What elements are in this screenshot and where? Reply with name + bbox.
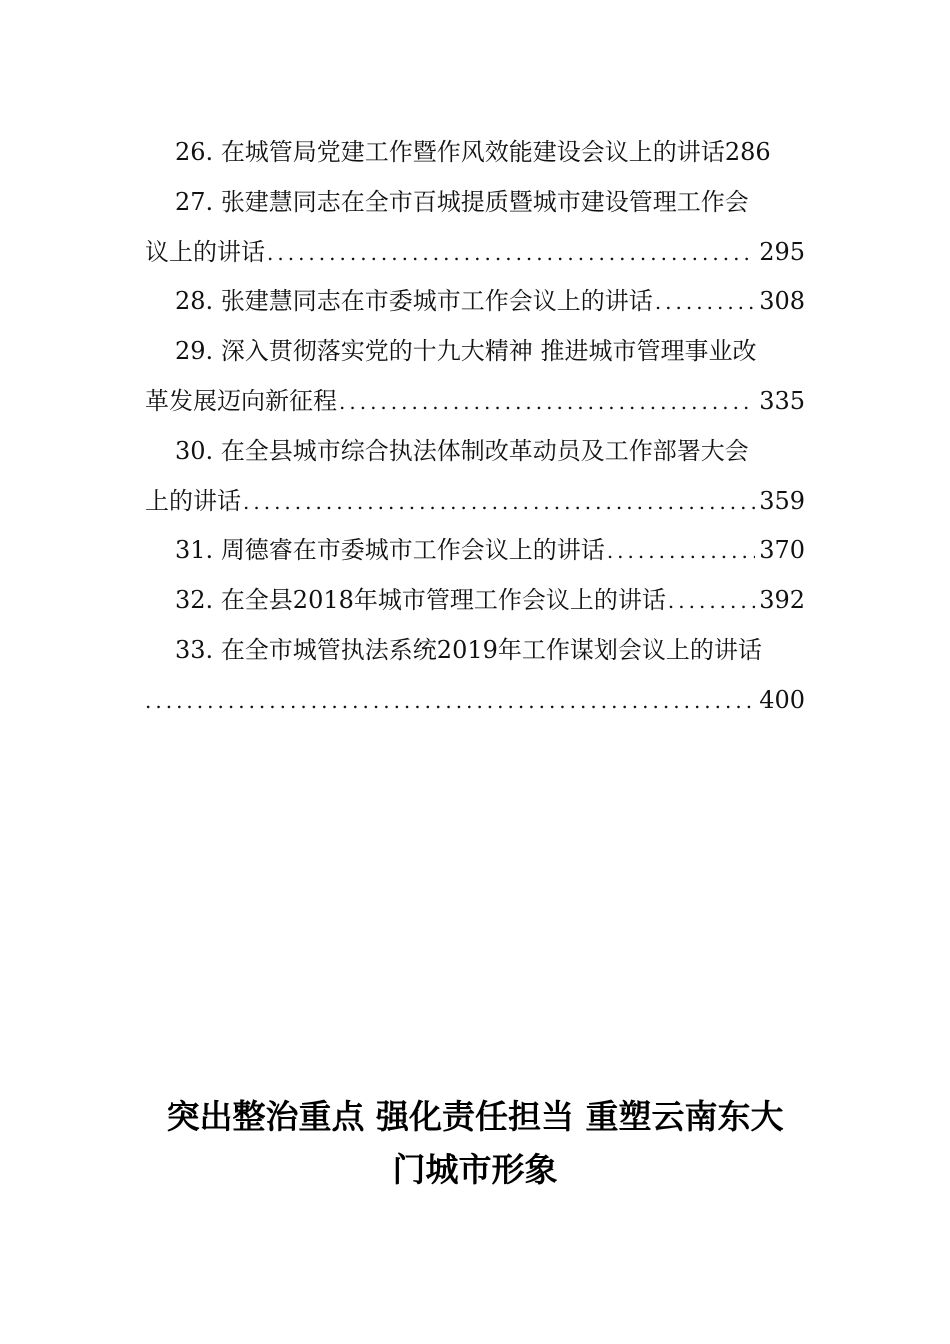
toc-title: 周德睿在市委城市工作会议上的讲话 [220, 536, 605, 565]
section-heading [145, 1090, 805, 1196]
table-of-contents [145, 128, 805, 726]
dot-leader [267, 229, 755, 279]
toc-number: 30. [175, 436, 214, 465]
toc-line [145, 128, 805, 178]
toc-title-continued: 革发展迈向新征程 [145, 386, 337, 415]
toc-entry-26[interactable] [145, 128, 805, 178]
toc-line [145, 427, 805, 477]
toc-entry-33[interactable] [145, 626, 805, 726]
toc-line [145, 178, 805, 228]
toc-number: 32. [175, 586, 214, 615]
toc-entry-31[interactable] [145, 526, 805, 576]
toc-number: 29. [175, 337, 214, 366]
toc-title: 张建慧同志在市委城市工作会议上的讲话 [220, 287, 653, 316]
toc-title: 张建慧同志在全市百城提质暨城市建设管理工作会 [220, 187, 749, 216]
dot-leader [668, 577, 755, 627]
toc-line [145, 277, 805, 327]
heading-line-2: 门城市形象 [392, 1150, 558, 1189]
toc-title-continued: 上的讲话 [145, 486, 241, 515]
toc-title: 在城管局党建工作暨作风效能建设会议上的讲话 [220, 138, 725, 166]
toc-title: 在全县2018年城市管理工作会议上的讲话 [220, 586, 666, 615]
toc-title: 在全县城市综合执法体制改革动员及工作部署大会 [220, 436, 749, 465]
toc-page-number: 335 [759, 386, 805, 415]
toc-entry-29[interactable] [145, 327, 805, 427]
toc-page-number: 370 [759, 536, 805, 565]
toc-page-number: 392 [759, 586, 805, 615]
dot-leader [607, 527, 755, 577]
toc-page-number: 400 [759, 685, 805, 714]
toc-entry-28[interactable] [145, 277, 805, 327]
toc-page-number: 286 [724, 138, 771, 166]
toc-title-continued: 议上的讲话 [145, 237, 265, 266]
toc-line [145, 526, 805, 576]
toc-entry-30[interactable] [145, 427, 805, 527]
toc-page-number: 359 [759, 486, 805, 515]
toc-line [145, 576, 805, 626]
dot-leader [655, 278, 755, 328]
toc-line-continued [145, 228, 805, 278]
toc-page-number: 308 [759, 287, 805, 316]
toc-title: 深入贯彻落实党的十九大精神 推进城市管理事业改 [220, 337, 757, 366]
toc-line [145, 626, 805, 676]
toc-number: 31. [175, 536, 214, 565]
toc-number: 26. [175, 138, 214, 166]
toc-number: 27. [175, 187, 214, 216]
toc-entry-27[interactable] [145, 178, 805, 278]
toc-line-continued [145, 676, 805, 726]
dot-leader [243, 478, 755, 528]
dot-leader [339, 378, 755, 428]
toc-page-number: 295 [759, 237, 805, 266]
toc-line-continued [145, 477, 805, 527]
heading-line-1: 突出整治重点 强化责任担当 重塑云南东大 [166, 1097, 784, 1136]
toc-number: 33. [175, 635, 214, 664]
toc-title: 在全市城管执法系统2019年工作谋划会议上的讲话 [220, 635, 762, 664]
dot-leader [145, 677, 755, 727]
toc-line-continued [145, 377, 805, 427]
toc-entry-32[interactable] [145, 576, 805, 626]
toc-line [145, 327, 805, 377]
toc-number: 28. [175, 287, 214, 316]
